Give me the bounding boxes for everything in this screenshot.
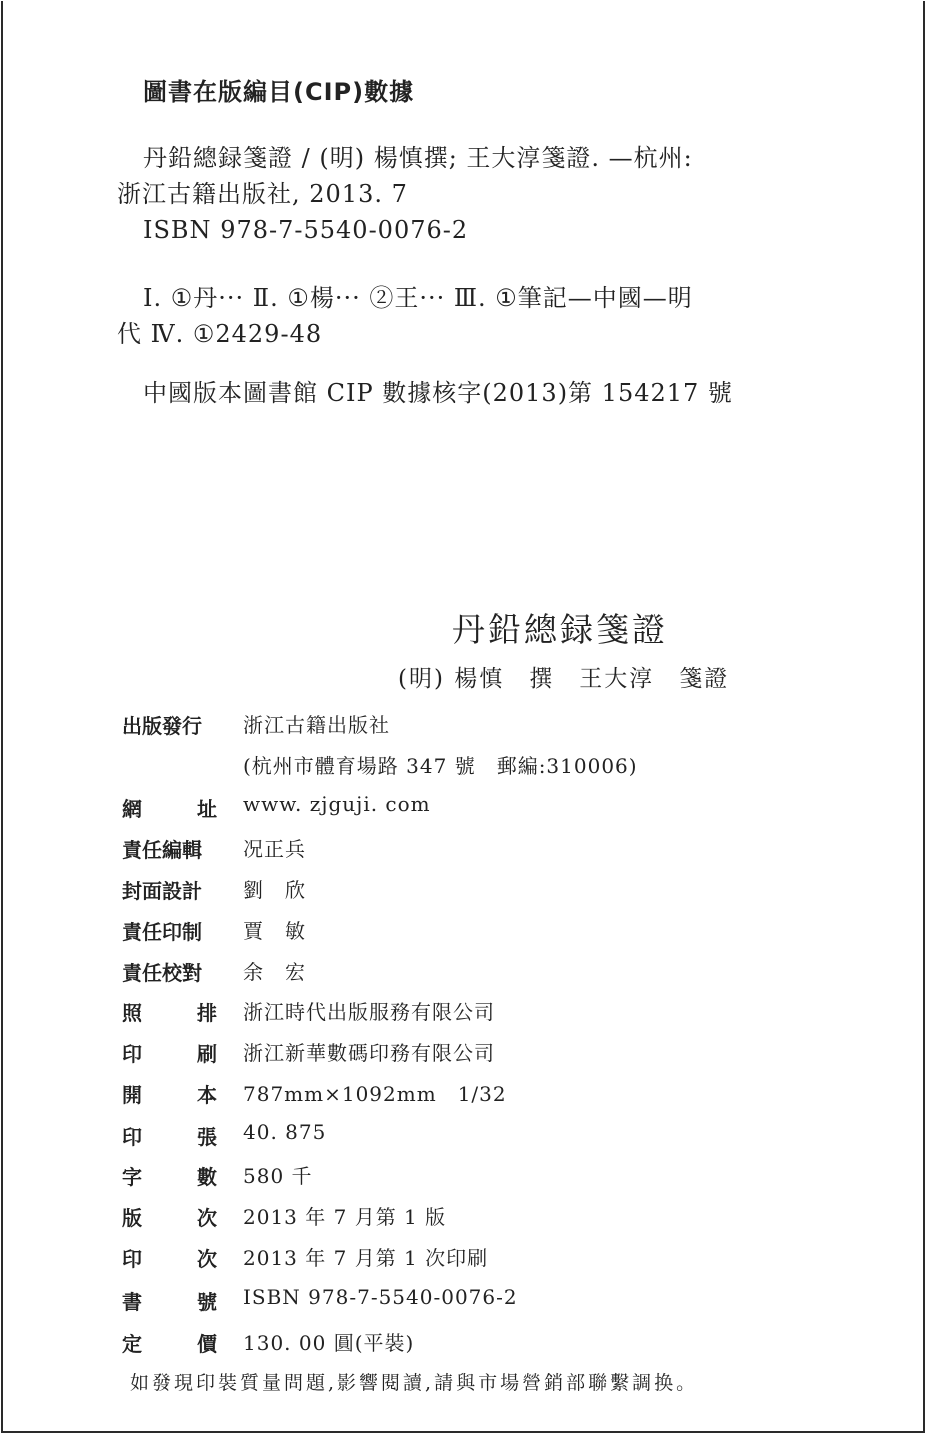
- detail-value: 余 宏: [243, 960, 306, 984]
- detail-value: 浙江時代出版服務有限公司: [243, 1000, 495, 1024]
- detail-label: 書 號: [122, 1290, 217, 1314]
- detail-label: 印 張: [122, 1125, 217, 1149]
- cip-verify-number: 中國版本圖書館 CIP 數據核字(2013)第 154217 號: [143, 379, 733, 407]
- detail-value: 40. 875: [243, 1120, 327, 1144]
- cip-line-2: 浙江古籍出版社, 2013. 7: [117, 180, 408, 208]
- cip-line-1: 丹鉛總録箋證 / (明) 楊慎撰; 王大淳箋證. —杭州:: [143, 144, 693, 172]
- detail-value: 2013 年 7 月第 1 次印刷: [243, 1246, 489, 1270]
- detail-label: 出版發行: [122, 714, 202, 738]
- detail-label: 版 次: [122, 1206, 217, 1230]
- detail-label: 責任編輯: [122, 838, 202, 862]
- detail-value: (杭州市體育場路 347 號 郵編:310006): [243, 754, 638, 778]
- cip-class-2: 代 Ⅳ. ①2429-48: [117, 320, 323, 348]
- detail-label: 封面設計: [122, 879, 202, 903]
- book-title: 丹鉛總録箋證: [452, 610, 668, 649]
- cip-class-1: Ⅰ. ①丹··· Ⅱ. ①楊··· ②王··· Ⅲ. ①筆記—中國—明: [143, 284, 693, 312]
- detail-value: 787mm×1092mm 1/32: [243, 1082, 507, 1106]
- detail-label: 責任校對: [122, 961, 202, 985]
- detail-label: 印 次: [122, 1247, 217, 1271]
- detail-value: ISBN 978-7-5540-0076-2: [243, 1285, 518, 1309]
- detail-value: 580 千: [243, 1164, 313, 1188]
- detail-label: 照 排: [122, 1001, 217, 1025]
- detail-label: 開 本: [122, 1083, 217, 1107]
- cip-isbn: ISBN 978-7-5540-0076-2: [143, 216, 469, 244]
- detail-label: 定 價: [122, 1332, 217, 1356]
- detail-value: 130. 00 圓(平裝): [243, 1331, 415, 1355]
- detail-value: 浙江新華數碼印務有限公司: [243, 1041, 495, 1065]
- detail-label: 字 數: [122, 1165, 217, 1189]
- detail-label: 網 址: [122, 797, 217, 821]
- cip-heading: 圖書在版編目(CIP)數據: [143, 78, 415, 106]
- detail-value: www. zjguji. com: [243, 792, 431, 816]
- detail-value: 浙江古籍出版社: [243, 713, 390, 737]
- detail-label: 印 刷: [122, 1042, 217, 1066]
- quality-notice: 如發現印裝質量問題,影響閱讀,請與市場營銷部聯繫調换。: [130, 1372, 699, 1394]
- detail-value: 况正兵: [243, 837, 306, 861]
- detail-value: 賈 敏: [243, 919, 306, 943]
- detail-value: 劉 欣: [243, 878, 306, 902]
- detail-label: 責任印制: [122, 920, 202, 944]
- book-authors: (明) 楊慎 撰 王大淳 箋證: [398, 666, 730, 692]
- detail-value: 2013 年 7 月第 1 版: [243, 1205, 447, 1229]
